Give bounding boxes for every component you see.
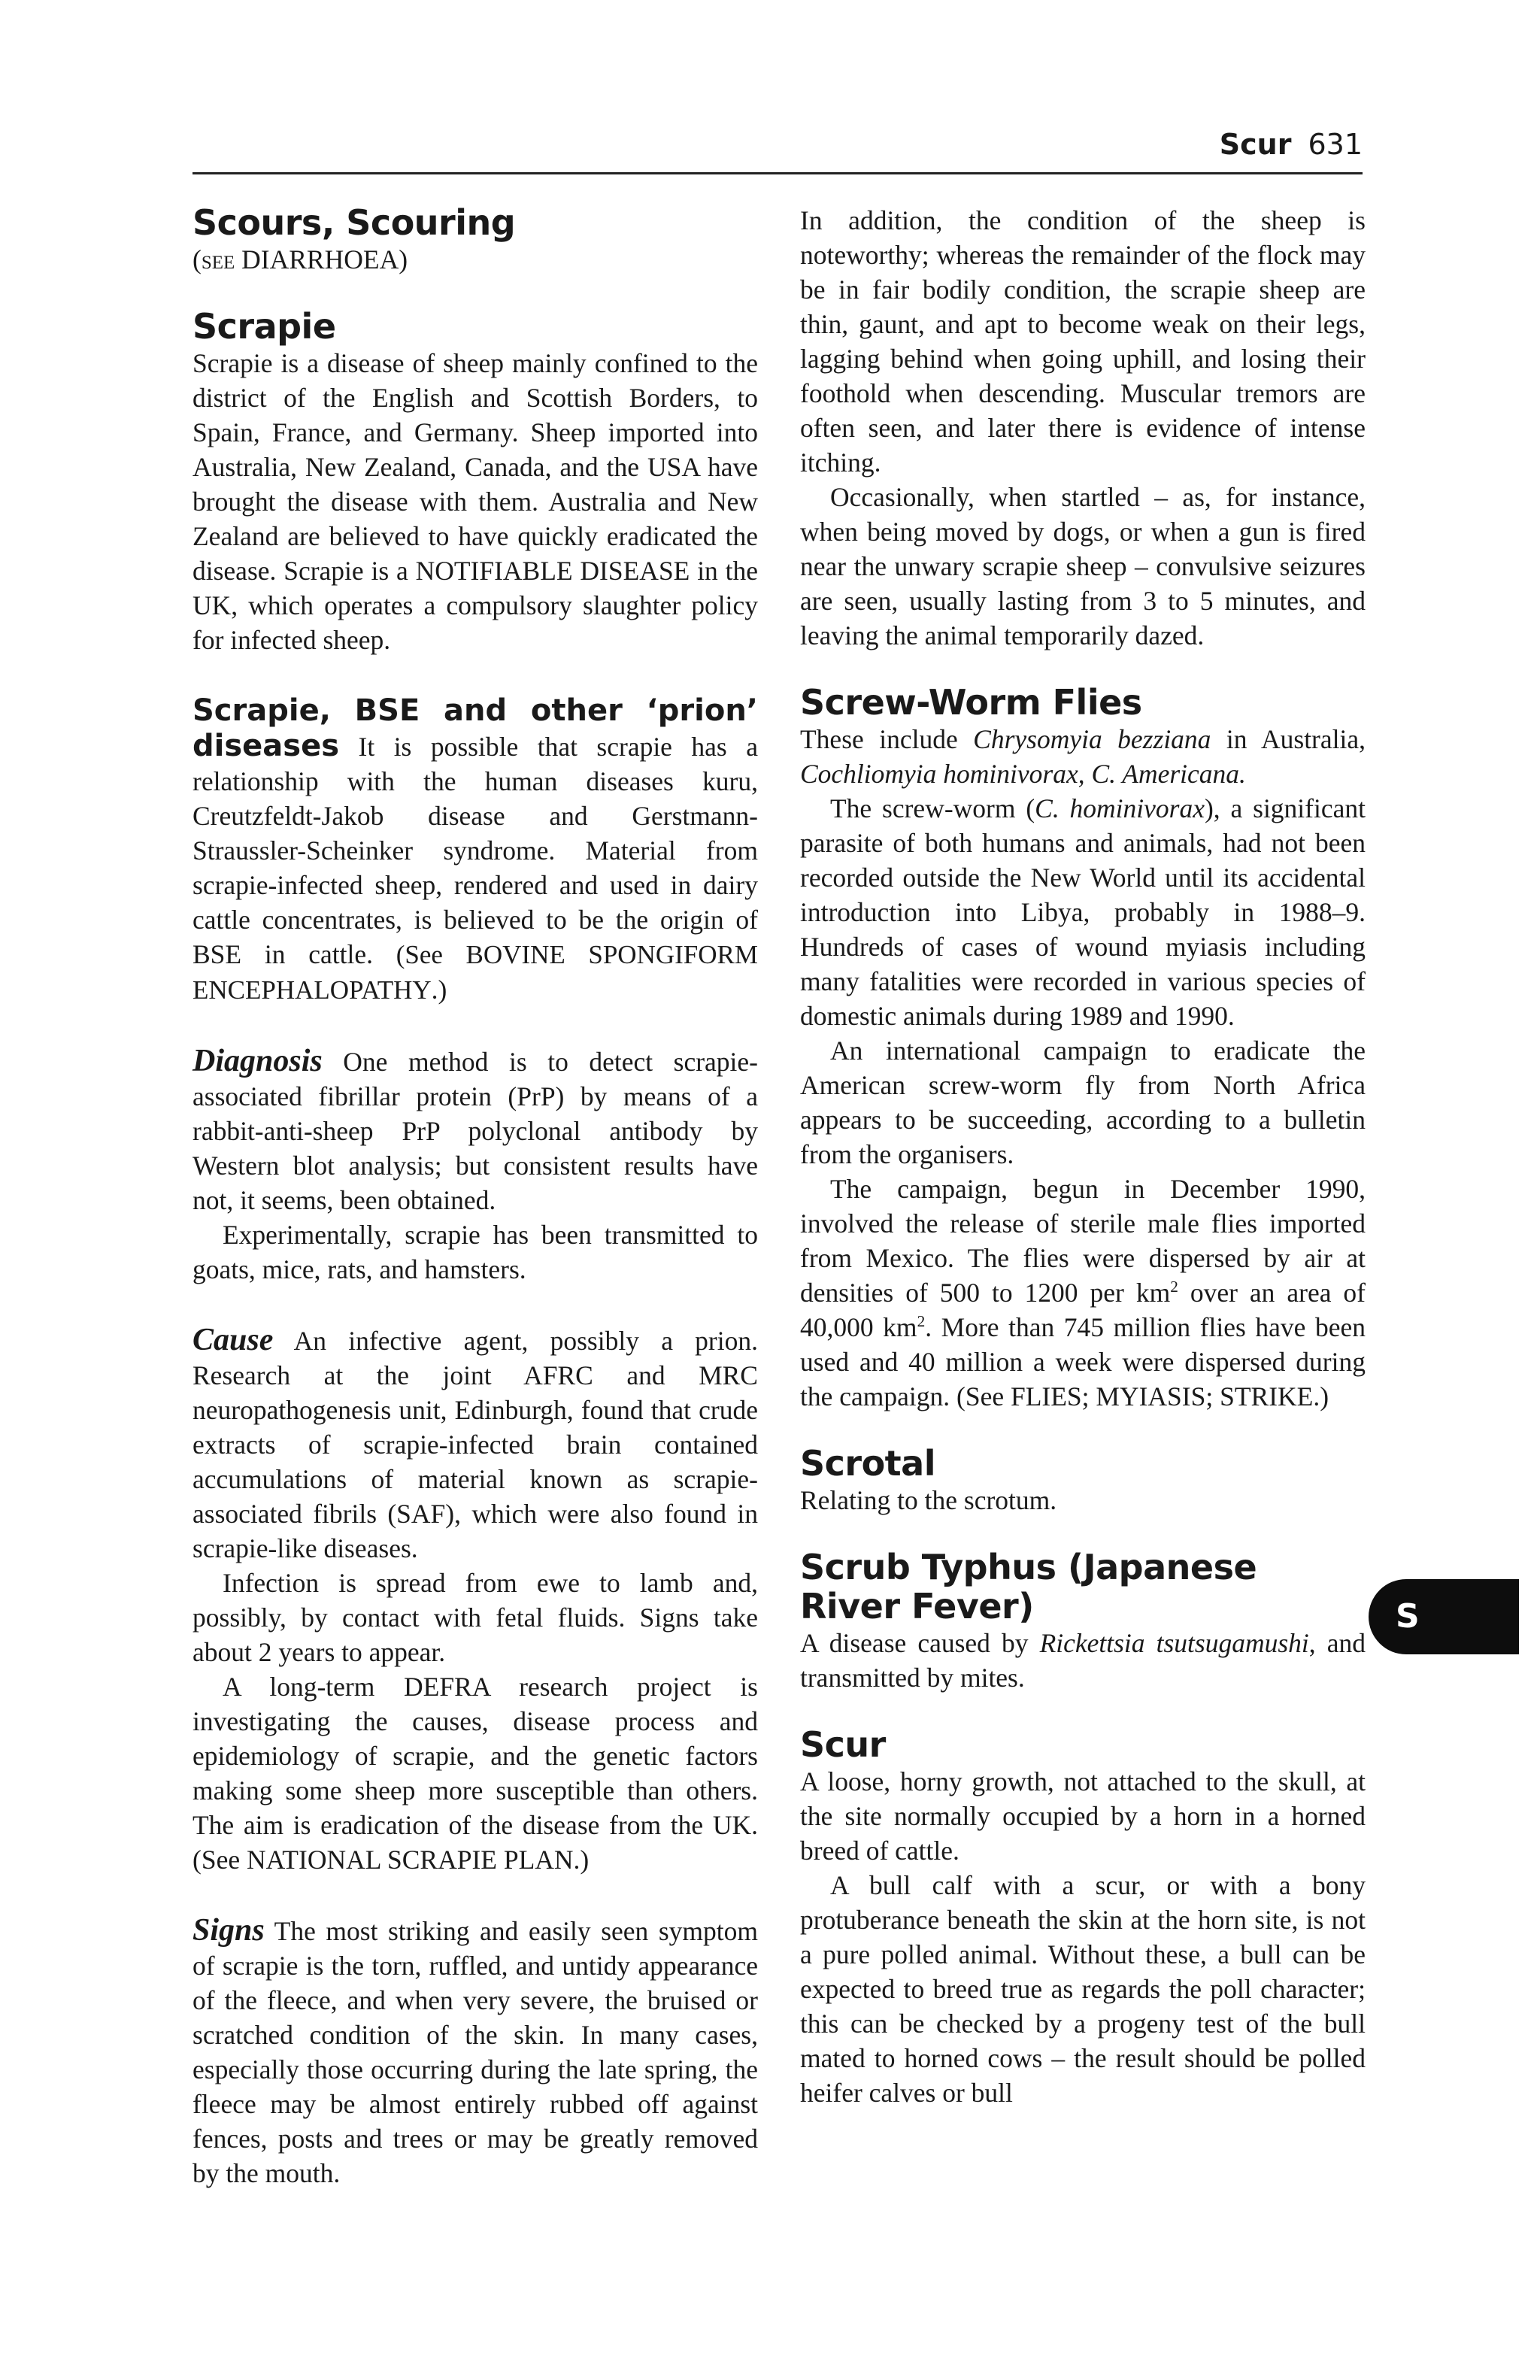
subheading-cause: Cause — [192, 1323, 274, 1357]
entry-heading-screw-worm-flies: Screw-Worm Flies — [800, 682, 1142, 723]
scrub-typhus-paragraph: A disease caused by Rickettsia tsutsugamushi, and transmitted by mites. — [800, 1628, 1366, 1693]
subheading-diagnosis: Diagnosis — [192, 1044, 323, 1078]
thumb-index-letter: S — [1396, 1597, 1420, 1636]
cause-paragraph-3: A long-term DEFRA research project is investigating the causes, disease process and epidemiology of scrapie, and the genetic factors making some sheep more susceptible than others. The aim is eradication of the disease from the UK. (See NATIONAL SCRAPIE PLAN.) — [192, 1672, 758, 1875]
subheading-signs: Signs — [192, 1913, 265, 1948]
cause-paragraph-1: Cause An infective agent, possibly a prion. Research at the joint AFRC and MRC neuropathogenesis unit, Edinburgh, found that crude extracts of scrapie-infected brain contained accumulations of material known as scrapie-associated fibrils (SAF), which were also found in scrapie-like diseases. — [192, 1323, 758, 1563]
thumb-index-tab[interactable] — [1369, 1579, 1519, 1654]
signs-paragraph-1: Signs The most striking and easily seen symptom of scrapie is the torn, ruffled, and untidy appearance of the fleece, and when very severe, the bruised or scratched condition of the skin. In many cases, especially those occurring during the late spring, the fleece may be almost entirely rubbed off against fences, posts and trees or may be greatly removed by the mouth. — [192, 1913, 758, 2188]
scrapie-continued-paragraph-2: Occasionally, when startled – as, for instance, when being moved by dogs, or when a gun is fired near the unwary scrapie sheep – convulsive seizures are seen, usually lasting from 3 to 5 minutes, and leaving the animal temporarily dazed. — [800, 482, 1366, 650]
page-number: 631 — [1308, 128, 1363, 161]
entry-heading-scrub-typhus: Scrub Typhus (Japanese River Fever) — [800, 1547, 1257, 1627]
subheading-bse: Scrapie, BSE and other ‘prion’ diseases — [192, 693, 758, 763]
screwworm-paragraph-2: The screw-worm (C. hominivorax), a significant parasite of both humans and animals, had not been recorded outside the New World until its accidental introduction into Libya, probably in 1988–9. Hundreds of cases of wound myiasis including many fatalities were recorded in various species of domestic animals during 1989 and 1990. — [800, 793, 1366, 1031]
entry-heading-scrotal: Scrotal — [800, 1443, 935, 1484]
xref-notifiable-disease[interactable]: NOTIFIABLE DISEASE — [415, 556, 690, 586]
xref-national-scrapie-plan[interactable]: NATIONAL SCRAPIE PLAN — [246, 1845, 574, 1875]
running-head — [192, 126, 1363, 162]
entry-heading-scur: Scur — [800, 1724, 886, 1765]
scrotal-paragraph: Relating to the scrotum. — [800, 1485, 1057, 1515]
right-column — [800, 203, 1366, 2110]
screwworm-paragraph-3: An international campaign to eradicate the American screw-worm fly from North Africa appears to be succeeding, according to a bulletin from the organisers. — [800, 1035, 1366, 1169]
scrapie-continued-paragraph-1: In addition, the condition of the sheep is noteworthy; whereas the remainder of the flock may be in fair bodily condition, the scrapie sheep are thin, gaunt, and apt to become weak on their legs, lagging behind when going uphill, and losing their foothold when descending. Muscular tremors are often seen, and later there is evidence of intense itching. — [800, 205, 1366, 478]
screwworm-paragraph-4: The campaign, begun in December 1990, involved the release of sterile male flies imported from Mexico. The flies were dispersed by air at densities of 500 to 1200 per $km^2$ over an area of 40,000 $km^2$. More than 745 million flies have been used and 40 million a week were dispersed during the campaign. (See FLIES; MYIASIS; STRIKE.) — [800, 1174, 1366, 1411]
scrapie-paragraph-1: Scrapie is a disease of sheep mainly confined to the district of the English and Scottish Borders, to Spain, France, and Germany. Sheep imported into Australia, New Zealand, Canada, and the USA have brought the disease with them. Australia and New Zealand are believed to have quickly eradicated the disease. Scrapie is a NOTIFIABLE DISEASE in the UK, which operates a compulsory slaughter policy for infected sheep. — [192, 348, 759, 655]
xref-flies-myiasis-strike[interactable]: FLIES; MYIASIS; STRIKE — [1010, 1381, 1314, 1411]
header-rule — [192, 172, 1363, 174]
screwworm-paragraph-1: These include Chrysomyia bezziana in Australia, Cochliomyia hominivorax, C. Americana. — [800, 724, 1366, 789]
xref-bse[interactable]: BOVINE SPONGIFORM ENCEPHALOPATHY — [192, 940, 758, 1005]
scur-paragraph-2: A bull calf with a scur, or with a bony protuberance beneath the skin at the horn site, is not a pure polled animal. Without these, a bull can be expected to breed true as regards the poll character; this can be checked by a progeny test of the bull mated to horned cows – the result should be polled heifer calves or bull — [800, 1870, 1366, 2108]
bse-paragraph: Scrapie, BSE and other ‘prion’ diseases It is possible that scrapie has a relationship with the human diseases kuru, Creutzfeldt-Jakob disease and Gerstmann-Straussler-Scheinker syndrome. Material from scrapie-infected sheep, rendered and used in dairy cattle concentrates, is believed to be the origin of BSE in cattle. (See BOVINE SPONGIFORM ENCEPHALOPATHY.) — [192, 693, 758, 1005]
running-head-title: Scur — [1219, 128, 1292, 161]
diagnosis-paragraph-1: Diagnosis One method is to detect scrapie-associated fibrillar protein (PrP) by means of a rabbit-anti-sheep PrP polyclonal antibody by Western blot analysis; but consistent results have not, it seems, been obtained. — [192, 1044, 758, 1215]
scur-paragraph-1: A loose, horny growth, not attached to the skull, at the site normally occupied by a horn in a horned breed of cattle. — [800, 1766, 1366, 1866]
entry-heading-scrapie: Scrapie — [192, 306, 336, 347]
left-column — [192, 203, 758, 2191]
entry-heading-scours: Scours, Scouring — [192, 202, 516, 243]
cause-paragraph-2: Infection is spread from ewe to lamb and, possibly, by contact with fetal fluids. Signs take about 2 years to appear. — [192, 1568, 758, 1667]
scours-cross-reference: (see DIARRHOEA) — [192, 244, 408, 274]
diagnosis-paragraph-2: Experimentally, scrapie has been transmitted to goats, mice, rats, and hamsters. — [192, 1220, 758, 1284]
xref-diarrhoea[interactable]: DIARRHOEA — [241, 244, 399, 274]
